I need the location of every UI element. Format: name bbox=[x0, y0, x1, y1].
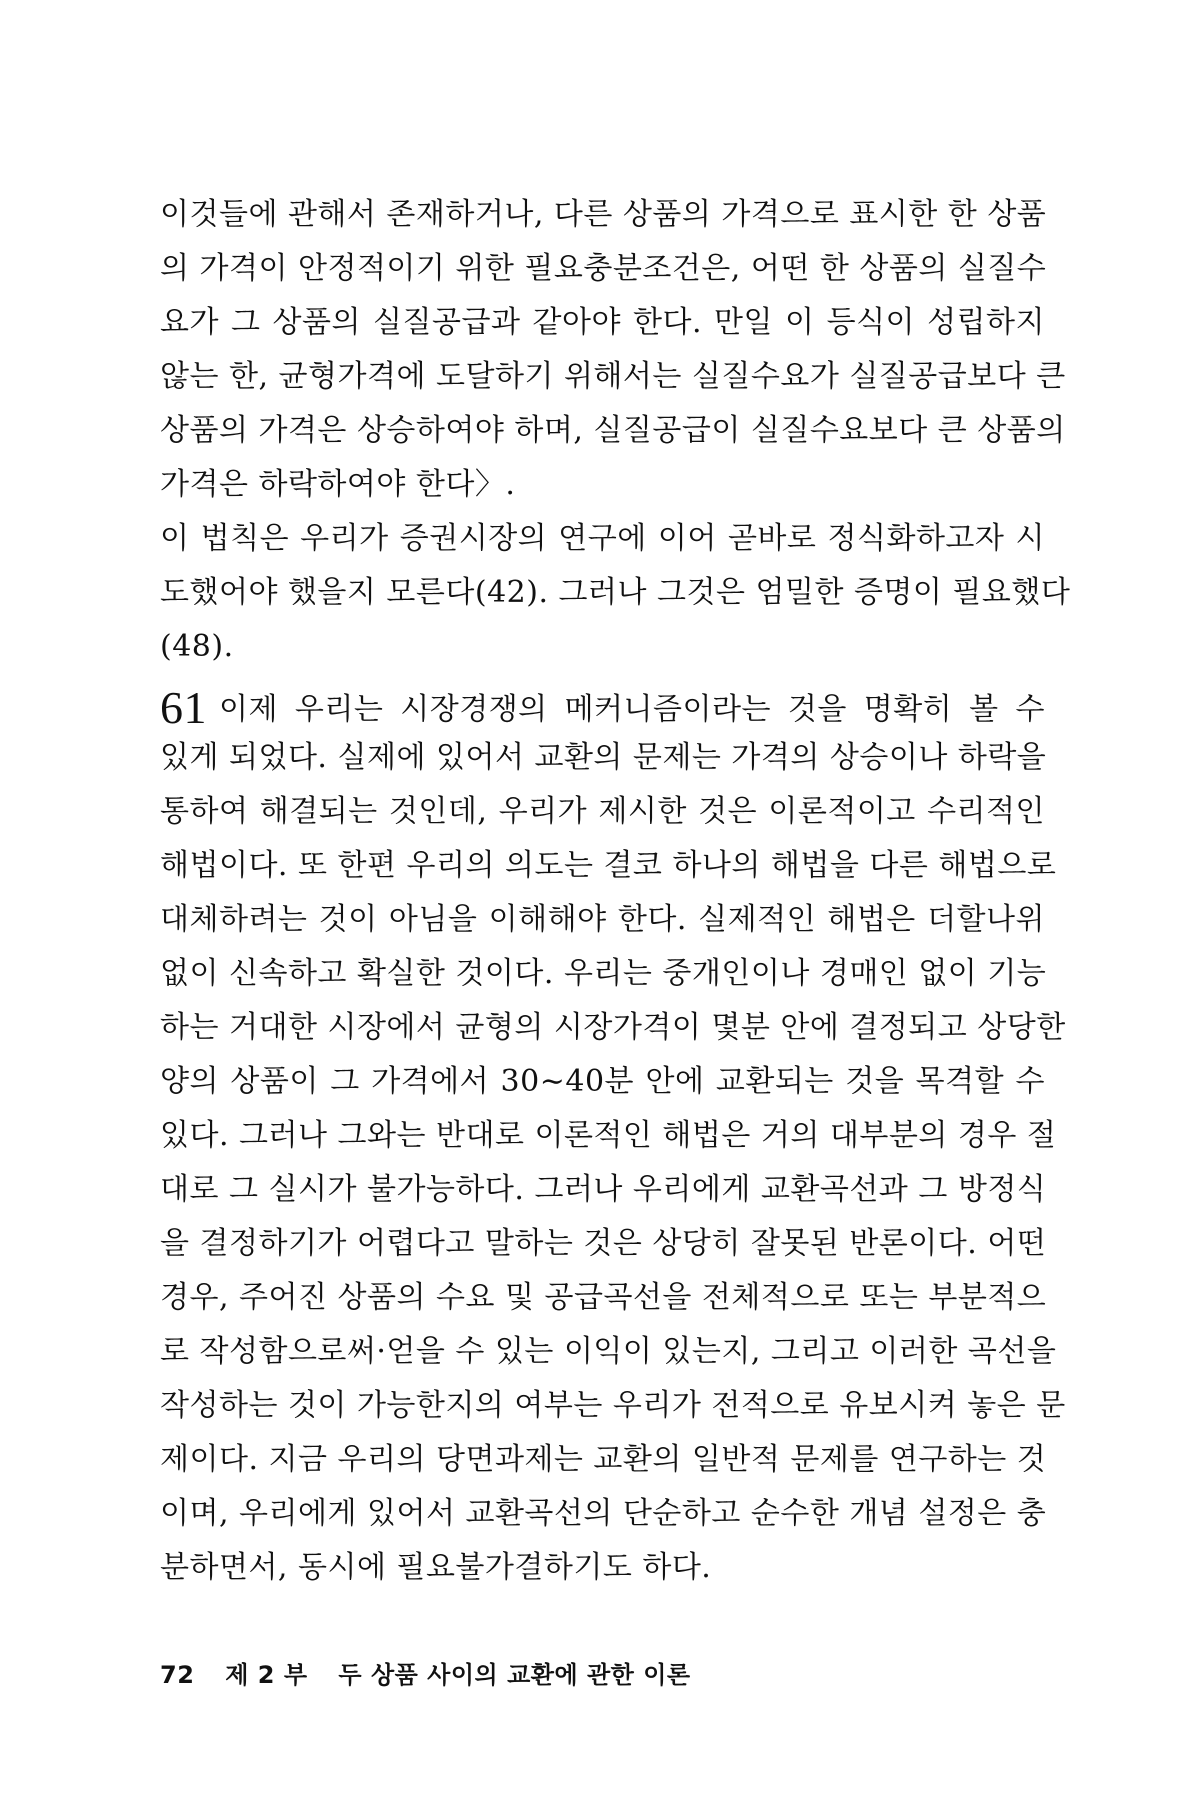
paragraph-block-1 bbox=[160, 188, 1071, 674]
text-line: 해법이다. 또 한편 우리의 의도는 결코 하나의 해법을 다른 해법으로 bbox=[160, 848, 1057, 883]
paragraph-block-61 bbox=[160, 677, 1066, 1595]
text-line: 작성하는 것이 가능한지의 여부는 우리가 전적으로 유보시켜 놓은 문 bbox=[160, 1388, 1066, 1423]
text-line: 을 결정하기가 어렵다고 말하는 것은 상당히 잘못된 반론이다. 어떤 bbox=[160, 1226, 1047, 1261]
section-first-line bbox=[160, 677, 1045, 731]
text-line: 이제 우리는 시장경쟁의 메커니즘이라는 것을 명확히 볼 수 bbox=[219, 692, 1045, 727]
text-line: 이 법칙은 우리가 증권시장의 연구에 이어 곧바로 정식화하고자 시 bbox=[160, 521, 1045, 556]
page-number: 72 bbox=[160, 1661, 195, 1689]
text-line: 대로 그 실시가 불가능하다. 그러나 우리에게 교환곡선과 그 방정식 bbox=[160, 1172, 1047, 1207]
text-line: 없이 신속하고 확실한 것이다. 우리는 중개인이나 경매인 없이 기능 bbox=[160, 956, 1047, 991]
text-line: 로 작성함으로써·얻을 수 있는 이익이 있는지, 그리고 이러한 곡선을 bbox=[160, 1334, 1057, 1369]
section-number: 61 bbox=[160, 682, 207, 733]
page-footer bbox=[160, 1655, 691, 1690]
text-line: 이것들에 관해서 존재하거나, 다른 상품의 가격으로 표시한 한 상품 bbox=[160, 197, 1047, 232]
text-line: 의 가격이 안정적이기 위한 필요충분조건은, 어떤 한 상품의 실질수 bbox=[160, 251, 1047, 286]
part-label: 제 2 부 bbox=[225, 1661, 308, 1689]
text-line: 통하여 해결되는 것인데, 우리가 제시한 것은 이론적이고 수리적인 bbox=[160, 794, 1045, 829]
text-line: 양의 상품이 그 가격에서 30∼40분 안에 교환되는 것을 목격할 수 bbox=[160, 1064, 1045, 1099]
part-title: 두 상품 사이의 교환에 관한 이론 bbox=[338, 1661, 691, 1689]
text-line: 가격은 하락하여야 한다〉. bbox=[160, 467, 516, 502]
text-line: 대체하려는 것이 아님을 이해해야 한다. 실제적인 해법은 더할나위 bbox=[160, 902, 1045, 937]
text-line: 않는 한, 균형가격에 도달하기 위해서는 실질수요가 실질공급보다 큰 bbox=[160, 359, 1066, 394]
text-line: 경우, 주어진 상품의 수요 및 공급곡선을 전체적으로 또는 부분적으 bbox=[160, 1280, 1047, 1315]
text-line: 상품의 가격은 상승하여야 하며, 실질공급이 실질수요보다 큰 상품의 bbox=[160, 413, 1066, 448]
text-line: 도했어야 했을지 모른다(42). 그러나 그것은 엄밀한 증명이 필요했다 bbox=[160, 575, 1071, 610]
text-line: 하는 거대한 시장에서 균형의 시장가격이 몇분 안에 결정되고 상당한 bbox=[160, 1010, 1066, 1045]
text-line: 있게 되었다. 실제에 있어서 교환의 문제는 가격의 상승이나 하락을 bbox=[160, 740, 1047, 775]
text-line: 제이다. 지금 우리의 당면과제는 교환의 일반적 문제를 연구하는 것 bbox=[160, 1442, 1047, 1477]
text-line: 이며, 우리에게 있어서 교환곡선의 단순하고 순수한 개념 설정은 충 bbox=[160, 1496, 1047, 1531]
text-line: 분하면서, 동시에 필요불가결하기도 하다. bbox=[160, 1550, 712, 1585]
text-line: 있다. 그러나 그와는 반대로 이론적인 해법은 거의 대부분의 경우 절 bbox=[160, 1118, 1057, 1153]
text-line: (48). bbox=[160, 629, 234, 664]
text-line: 요가 그 상품의 실질공급과 같아야 한다. 만일 이 등식이 성립하지 bbox=[160, 305, 1045, 340]
